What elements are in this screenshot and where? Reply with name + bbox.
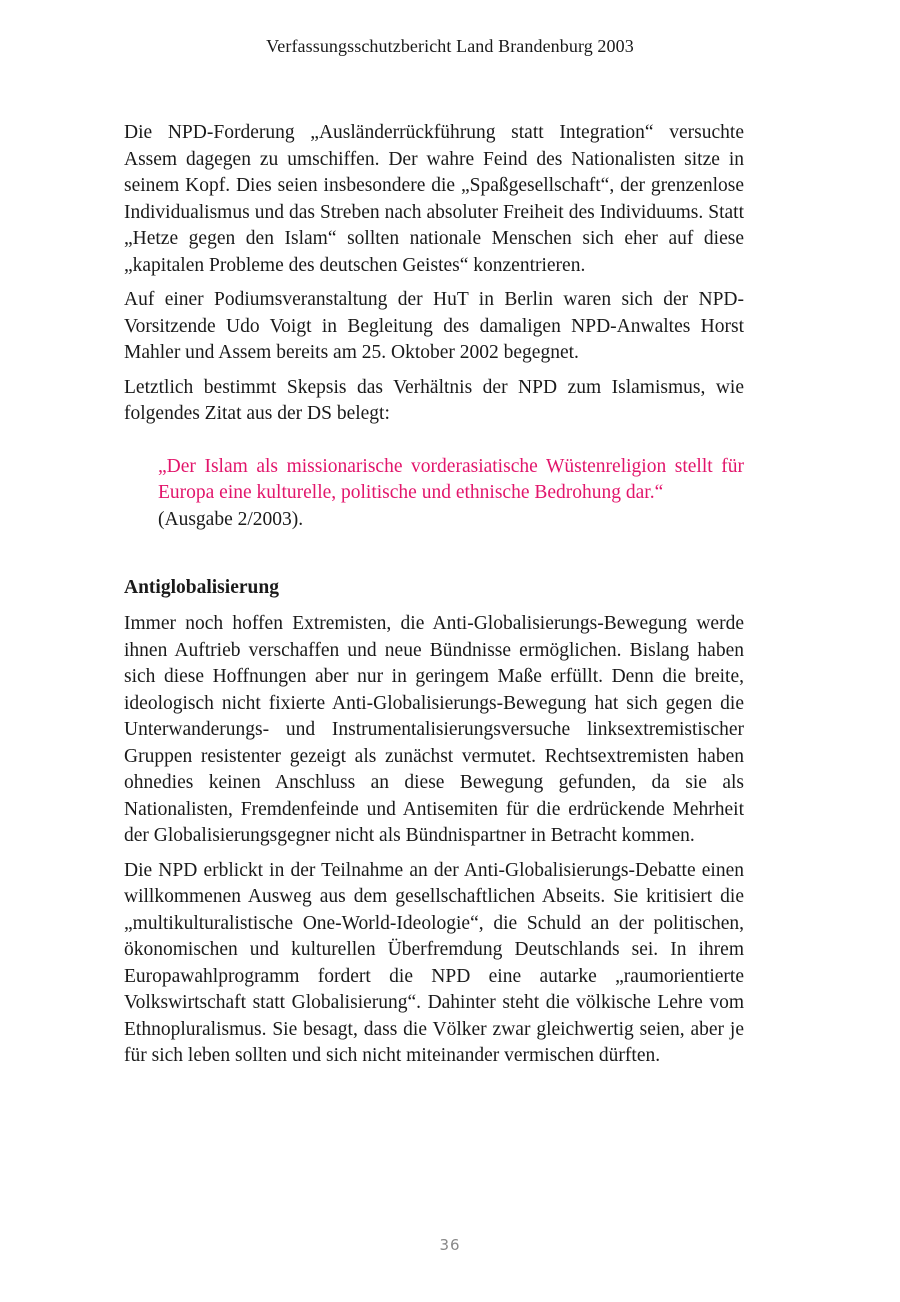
paragraph: Die NPD-Forderung „Ausländerrückführung statt Integration“ versuchte Assem dagegen zu umschiffen. Der wahre Feind des Nationalisten sitze in seinem Kopf. Dies seien insbesondere die „Spaßgesellschaft“, der grenzenlose Individualismus und das Streben nach absoluter Freiheit des Individuums. Statt „Hetze gegen den Islam“ sollten nationale Menschen sich eher auf diese „kapitalen Probleme des deutschen Geistes“ konzentrieren. bbox=[124, 122, 744, 276]
paragraph: Die NPD erblickt in der Teilnahme an der Anti-Globalisierungs-Debatte einen willkommenen Ausweg aus dem gesellschaftlichen Abseits. Sie kritisiert die „multikulturalistische One-World-Ideologie“, die Schuld an der politischen, ökonomischen und kulturellen Überfremdung Deutschlands sei. In ihrem Europawahlprogramm fordert die NPD eine autarke „raumorientierte Volkswirtschaft statt Globalisierung“. Dahinter steht die völkische Lehre vom Ethnopluralismus. Sie besagt, dass die Völker zwar gleichwertig seien, aber je für sich leben sollten und sich nicht miteinander vermischen dürften. bbox=[124, 859, 744, 1066]
block-quote bbox=[158, 454, 744, 534]
quote-text: „Der Islam als missionarische vorderasiatische Wüstenreligion stellt für Europa eine kulturelle, politische und ethnische Bedrohung dar.“ bbox=[158, 455, 744, 503]
paragraph: Immer noch hoffen Extremisten, die Anti-Globalisierungs-Bewegung werde ihnen Auftrieb verschaffen und neue Bündnisse ermöglichen. Bislang haben sich diese Hoffnungen aber nur in geringem Maße erfüllt. Denn die breite, ideologisch nicht fixierte Anti-Globalisierungs-Bewegung hat sich gegen die Unterwanderungs- und Instrumentalisierungsversuche linksextremistischer Gruppen resistenter gezeigt als zunächst vermutet. Rechtsextremisten haben ohnedies keinen Anschluss an diese Bewegung gefunden, da sie als Nationalisten, Fremdenfeinde und Antisemiten für die erdrückende Mehrheit der Globalisierungsgegner nicht als Bündnispartner in Betracht kommen. bbox=[124, 613, 744, 846]
running-header: Verfassungsschutzbericht Land Brandenburg 2003 bbox=[266, 36, 634, 56]
page-body bbox=[124, 120, 744, 1070]
section-heading: Antiglobalisierung bbox=[124, 577, 279, 598]
quote-source: (Ausgabe 2/2003). bbox=[158, 508, 304, 530]
paragraph: Letztlich bestimmt Skepsis das Verhältnis der NPD zum Islamismus, wie folgendes Zitat aus der DS belegt: bbox=[124, 376, 744, 424]
paragraph: Auf einer Podiumsveranstaltung der HuT in Berlin waren sich der NPD-Vorsitzende Udo Voigt in Begleitung des damaligen NPD-Anwaltes Horst Mahler und Assem bereits am 25. Oktober 2002 begegnet. bbox=[124, 289, 744, 363]
page-number: 36 bbox=[439, 1236, 461, 1254]
